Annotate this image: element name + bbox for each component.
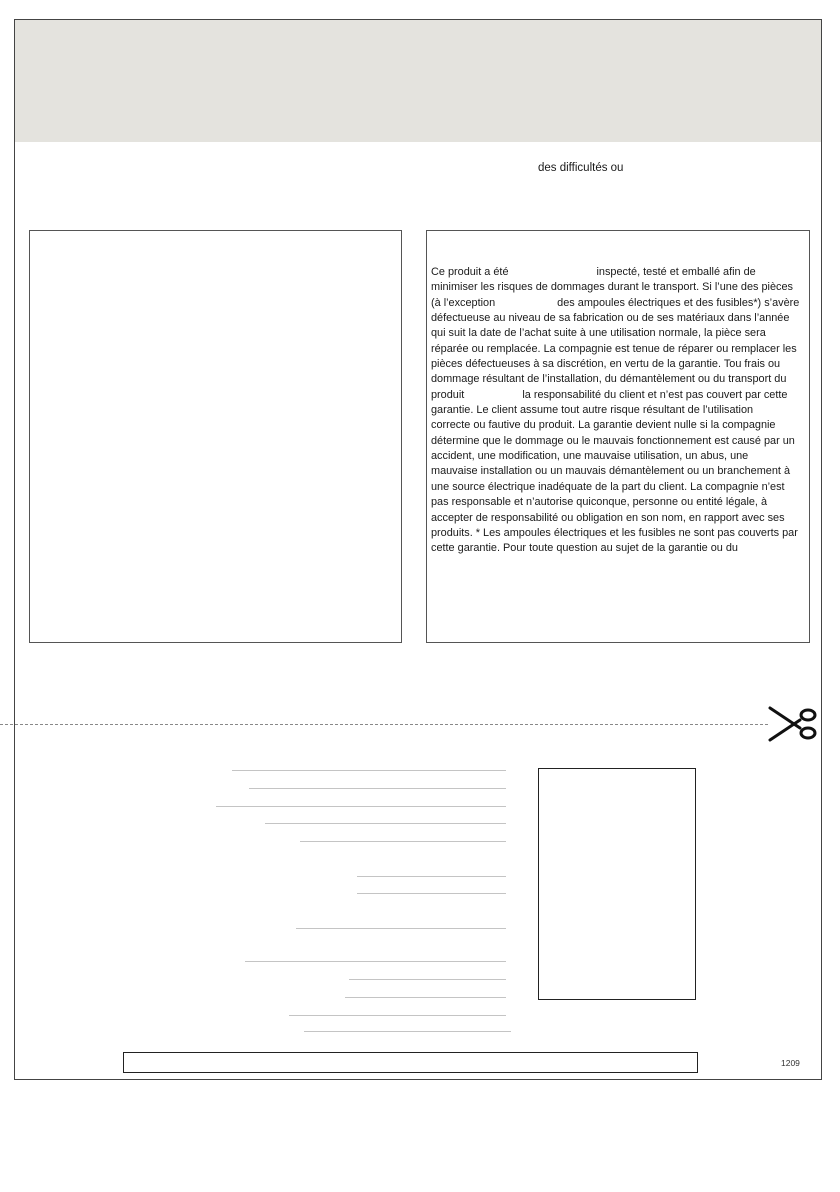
form-line <box>289 1015 506 1016</box>
warranty-line: cette garantie. Pour toute question au sujet de la garantie ou du <box>431 542 738 555</box>
warranty-line: défectueuse au niveau de sa fabrication ou de ses matériaux dans l’année <box>431 312 790 325</box>
warranty-line: dommage résultant de l’installation, du démantèlement ou du transport du <box>431 373 787 386</box>
form-line <box>245 961 506 962</box>
form-line <box>232 770 506 771</box>
form-line <box>357 893 506 894</box>
warranty-line: accepter de responsabilité ou obligation en son nom, en rapport avec ses <box>431 511 785 524</box>
warranty-line: (à l’exception des ampoules électriques et des fusibles*) s’avère <box>431 296 800 309</box>
form-line <box>296 928 506 929</box>
warranty-line: minimiser les risques de dommages durant le transport. Si l’une des pièces <box>431 281 793 294</box>
warranty-line: détermine que le dommage ou le mauvais fonctionnement est causé par un <box>431 434 795 447</box>
form-line <box>265 823 506 824</box>
form-line <box>249 788 506 789</box>
bottom-field-box <box>123 1052 698 1073</box>
warranty-line: garantie. Le client assume tout autre risque résultant de l’utilisation <box>431 404 754 417</box>
warranty-line: accident, une modification, une mauvaise utilisation, un abus, une <box>431 450 749 463</box>
warranty-line: produit la responsabilité du client et n’est pas couvert par cette <box>431 388 788 401</box>
header-band <box>15 20 821 142</box>
warranty-line: réparée ou remplacée. La compagnie est tenue de réparer ou remplacer les <box>431 342 797 355</box>
form-line <box>345 997 506 998</box>
scissors-icon <box>766 704 820 744</box>
warranty-line: pas responsable et n’autorise quiconque, personne ou entité légale, à <box>431 496 768 509</box>
form-line <box>349 979 506 980</box>
warranty-text <box>431 265 811 557</box>
warranty-line: qui suit la date de l’achat suite à une utilisation normale, la pièce sera <box>431 327 766 340</box>
warranty-line: correcte ou fautive du produit. La garantie devient nulle si la compagnie <box>431 419 776 432</box>
receipt-box <box>538 768 696 1000</box>
form-line <box>357 876 506 877</box>
form-line <box>300 841 506 842</box>
warranty-line: Ce produit a été inspecté, testé et emballé afin de <box>431 266 756 278</box>
warranty-line: produits. * Les ampoules électriques et les fusibles ne sont pas couverts par <box>431 526 798 539</box>
form-line <box>304 1031 511 1032</box>
document-code: 1209 <box>781 1058 800 1068</box>
left-blank-panel <box>29 230 402 643</box>
warranty-line: pièces défectueuses à sa discrétion, en vertu de la garantie. Tou frais ou <box>431 358 781 371</box>
form-line <box>216 806 506 807</box>
warranty-line: mauvaise installation ou un mauvais démantèlement ou un branchement à <box>431 465 791 478</box>
intro-text-fragment: des difficultés ou <box>538 162 624 174</box>
cut-line <box>0 724 768 725</box>
warranty-line: une source électrique inadéquate de la part du client. La compagnie n’est <box>431 480 785 493</box>
